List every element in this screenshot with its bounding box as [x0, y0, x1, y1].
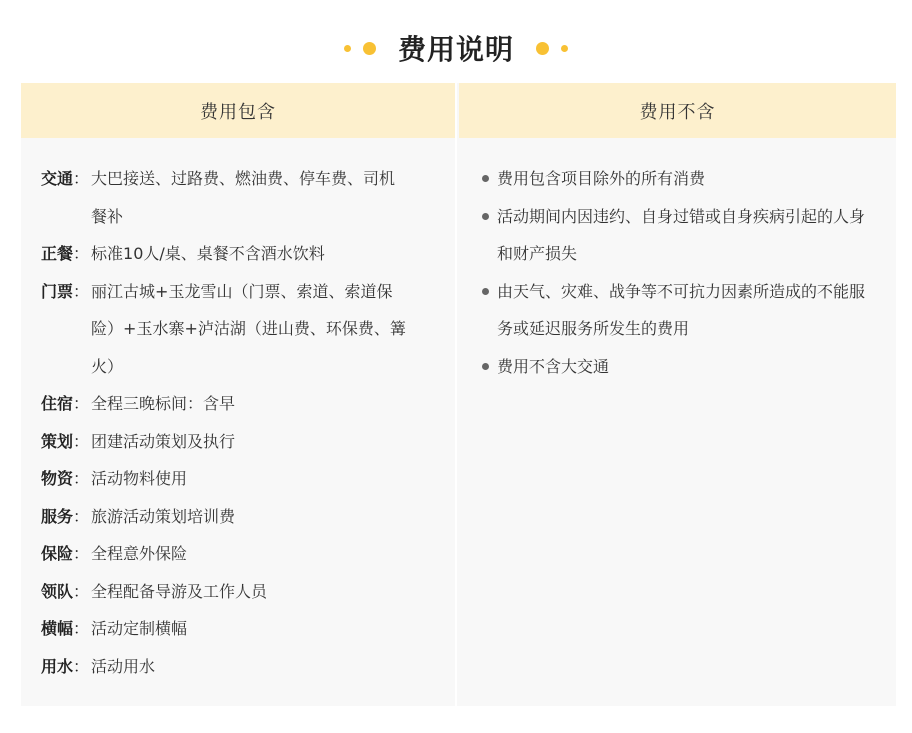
included-item-text: 团建活动策划及执行 [91, 431, 236, 451]
included-item [21, 460, 411, 498]
bullet-icon [482, 363, 489, 370]
included-item-text: 标准10人/桌、桌餐不含酒水饮料 [91, 244, 325, 263]
page-title: 费用说明 [397, 33, 514, 66]
included-item-text: 全程意外保险 [91, 544, 188, 563]
bullet-icon [482, 213, 489, 220]
decor-dot-icon [344, 45, 351, 52]
excluded-item-text: 费用不含大交通 [497, 356, 610, 376]
excluded-list [459, 138, 896, 385]
included-column [21, 83, 455, 706]
included-item [21, 535, 411, 573]
included-item-label: 物资 [41, 469, 74, 488]
decor-dot-icon [561, 45, 568, 52]
included-item-label: 住宿 [41, 394, 74, 413]
included-item-colon: ： [73, 469, 90, 488]
included-item-colon: ： [73, 544, 90, 563]
excluded-item-text: 活动期间内因违约、自身过错或自身疾病引起的人身和财产损失 [497, 206, 866, 263]
column-divider [455, 83, 457, 706]
included-item-text: 活动物料使用 [91, 469, 188, 488]
included-item-colon: ： [73, 394, 90, 413]
excluded-header: 费用不含 [459, 83, 896, 138]
included-item-label: 服务 [41, 506, 74, 526]
included-item-label: 横幅 [41, 619, 74, 638]
excluded-item [459, 348, 867, 386]
bullet-icon [482, 288, 489, 295]
included-item [21, 498, 411, 536]
excluded-item [459, 160, 867, 198]
section-title-row [0, 28, 912, 68]
included-item-colon: ： [73, 244, 90, 263]
included-item-label: 门票 [41, 281, 74, 301]
included-item-label: 保险 [41, 544, 74, 563]
included-list [21, 138, 455, 685]
title-right-decoration [536, 42, 568, 55]
excluded-item-text: 由天气、灾难、战争等不可抗力因素所造成的不能服务或延迟服务所发生的费用 [497, 281, 866, 338]
included-item [21, 423, 411, 461]
excluded-item [459, 273, 867, 348]
fee-table [21, 83, 896, 706]
included-item-colon: ： [73, 281, 90, 301]
included-item-label: 交通 [41, 169, 74, 188]
included-item-label: 策划 [41, 431, 74, 451]
title-left-decoration [344, 42, 376, 55]
included-item-text: 丽江古城+玉龙雪山（门票、索道、索道保险）+玉水寨+泸沽湖（进山费、环保费、篝火） [91, 281, 406, 376]
included-item [21, 573, 411, 611]
included-item-text: 活动定制横幅 [91, 619, 188, 638]
included-item-label: 领队 [41, 581, 74, 601]
included-item-colon: ： [73, 506, 90, 526]
included-item-label: 用水 [41, 656, 74, 676]
included-item [21, 385, 411, 423]
included-item-text: 活动用水 [91, 656, 156, 676]
decor-dot-icon [536, 42, 549, 55]
excluded-item [459, 198, 867, 273]
included-item-colon: ： [73, 581, 90, 601]
included-item [21, 273, 411, 386]
bullet-icon [482, 175, 489, 182]
included-item-text: 全程三晚标间：含早 [91, 394, 236, 413]
included-item-colon: ： [73, 656, 90, 676]
included-item [21, 235, 411, 273]
included-item-text: 全程配备导游及工作人员 [91, 581, 268, 601]
excluded-item-text: 费用包含项目除外的所有消费 [497, 169, 706, 188]
decor-dot-icon [363, 42, 376, 55]
excluded-column [459, 83, 896, 706]
included-item-colon: ： [73, 169, 90, 188]
included-item [21, 610, 411, 648]
included-item-colon: ： [73, 431, 90, 451]
included-item [21, 648, 411, 686]
included-item-text: 旅游活动策划培训费 [91, 506, 236, 526]
included-item-colon: ： [73, 619, 90, 638]
included-header: 费用包含 [21, 83, 455, 138]
included-item [21, 160, 411, 235]
included-item-text: 大巴接送、过路费、燃油费、停车费、司机餐补 [91, 169, 396, 226]
included-item-label: 正餐 [41, 244, 74, 263]
